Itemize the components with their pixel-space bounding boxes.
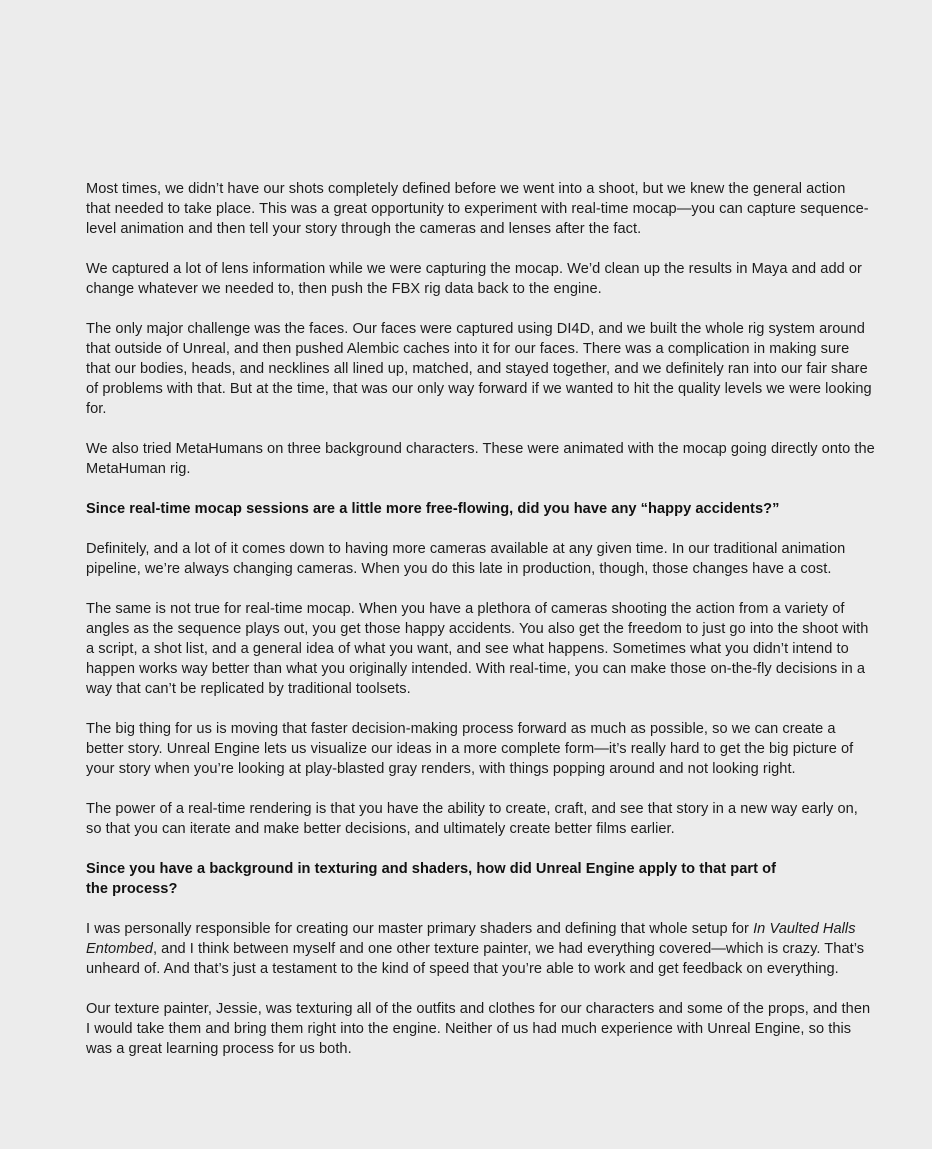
paragraph-real-time-mocap: The same is not true for real-time mocap. When you have a plethora of cameras shooting the action from a variety of angles as the sequence plays out, you get those happy accidents. You also get the freedom to just go into the shoot with a script, a shot list, and a general idea of what you want, and see what happens. Sometimes what you didn’t intend to happen works way better than what you originally intended. With real-time, you can make those on-the-fly decisions in a way that can’t be replicated by traditional toolsets. <box>86 601 869 697</box>
article-body <box>86 179 876 1079</box>
paragraph-master-shaders-text-after: , and I think between myself and one other texture painter, we had everything covered—which is crazy. That’s unheard of. And that’s just a testament to the kind of speed that you’re able to work and get feedback on everything. <box>86 941 865 977</box>
question-texturing-shaders: Since you have a background in texturing and shaders, how did Unreal Engine apply to that part of the process? <box>86 861 777 897</box>
paragraph-texture-painter: Our texture painter, Jessie, was texturing all of the outfits and clothes for our characters and some of the props, and then I would take them and bring them right into the engine. Neither of us had much experience with Unreal Engine, so this was a great learning process for us both. <box>86 1001 871 1057</box>
paragraph-shots-defined: Most times, we didn’t have our shots completely defined before we went into a shoot, but we knew the general action that needed to take place. This was a great opportunity to experiment with real-time mocap—you can capture sequence-level animation and then tell your story through the cameras and lenses after the fact. <box>86 181 869 237</box>
paragraph-faces-challenge: The only major challenge was the faces. Our faces were captured using DI4D, and we built the whole rig system around that outside of Unreal, and then pushed Alembic caches into it for our faces. There was a complication in making sure that our bodies, heads, and necklines all lined up, matched, and stayed together, and we definitely ran into our fair share of problems with that. But at the time, that was our only way forward if we wanted to hit the quality levels we were looking for. <box>86 321 872 417</box>
paragraph-more-cameras: Definitely, and a lot of it comes down to having more cameras available at any given time. In our traditional animation pipeline, we’re always changing cameras. When you do this late in production, though, those changes have a cost. <box>86 541 846 577</box>
paragraph-real-time-rendering: The power of a real-time rendering is that you have the ability to create, craft, and see that story in a new way early on, so that you can iterate and make better decisions, and ultimately create better films earlier. <box>86 801 858 837</box>
paragraph-master-shaders <box>86 919 876 979</box>
paragraph-decision-making: The big thing for us is moving that faster decision-making process forward as much as possible, so we can create a better story. Unreal Engine lets us visualize our ideas in a more complete form—it’s really hard to get the big picture of your story when you’re looking at play-blasted gray renders, with things popping around and not looking right. <box>86 721 854 777</box>
film-title: In Vaulted Halls Entombed <box>86 921 856 957</box>
question-happy-accidents: Since real-time mocap sessions are a little more free-flowing, did you have any “happy accidents?” <box>86 501 780 517</box>
paragraph-metahumans: We also tried MetaHumans on three background characters. These were animated with the mocap going directly onto the MetaHuman rig. <box>86 441 875 477</box>
paragraph-master-shaders-text-before: I was personally responsible for creating our master primary shaders and defining that whole setup for <box>86 921 754 937</box>
paragraph-lens-information: We captured a lot of lens information while we were capturing the mocap. We’d clean up the results in Maya and add or change whatever we needed to, then push the FBX rig data back to the engine. <box>86 261 862 297</box>
